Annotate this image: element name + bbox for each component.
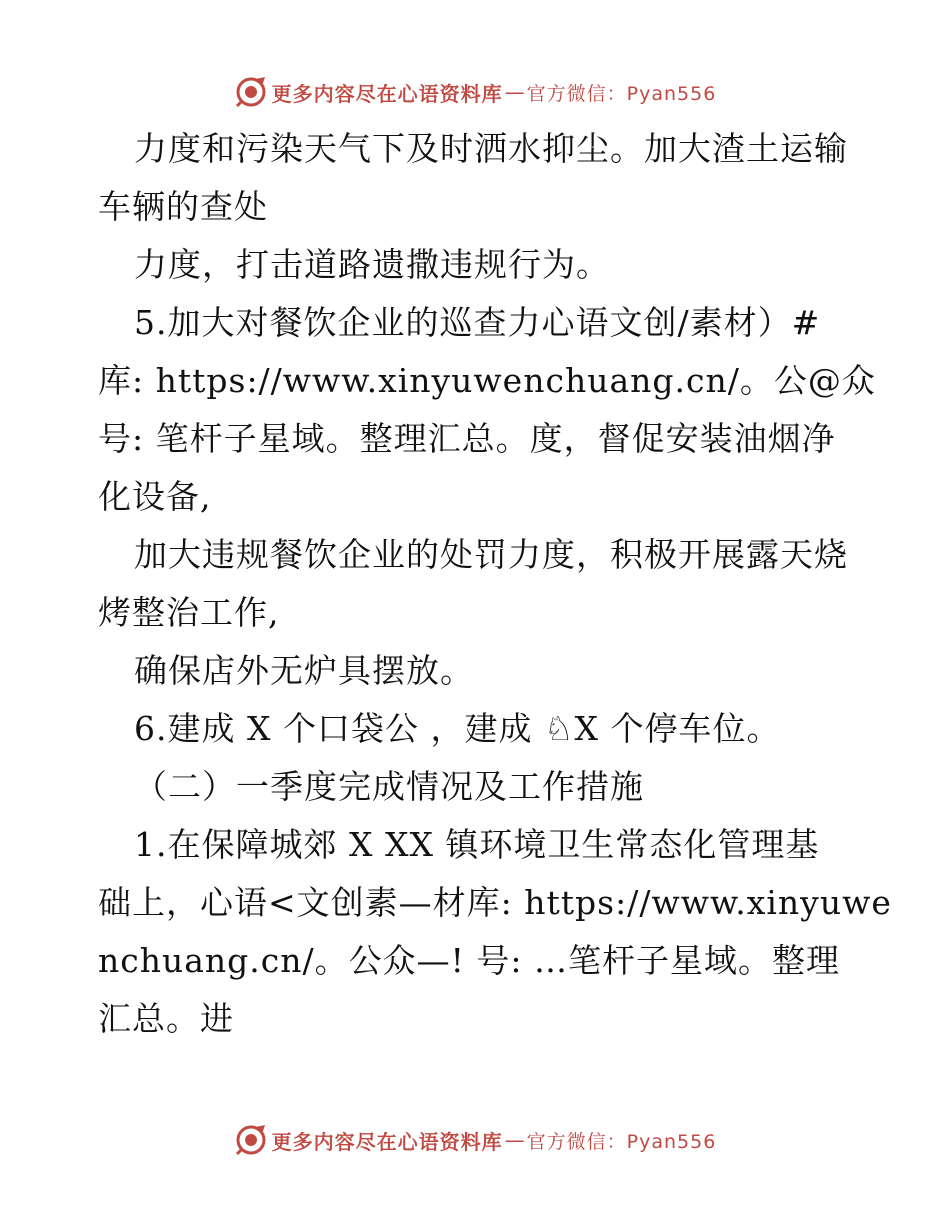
- header-slogan: 更多内容尽在心语资料库: [271, 81, 503, 106]
- text-line: 5.加大对餐饮企业的巡查力心语文创/素材）#: [134, 303, 821, 342]
- brush-logo-icon: [234, 1123, 268, 1157]
- text-line: 确保店外无炉具摆放。: [134, 651, 474, 690]
- footer-wechat: 官方微信：Pyan556: [526, 1130, 717, 1153]
- text-line: 车辆的查处: [98, 187, 268, 226]
- text-line: 汇总。进: [98, 999, 234, 1038]
- text-line: 加大违规餐饮企业的处罚力度，积极开展露天烧: [134, 535, 848, 574]
- text-line: 力度和污染天气下及时洒水抑尘。加大渣土运输: [134, 129, 848, 168]
- header-separator: —: [504, 80, 525, 104]
- brush-logo-icon: [234, 75, 268, 109]
- document-body: [98, 120, 892, 1048]
- footer-separator: —: [504, 1128, 525, 1152]
- text-line: 化设备,: [98, 477, 212, 516]
- header-wechat: 官方微信：Pyan556: [526, 82, 717, 105]
- footer-banner: [0, 1120, 950, 1160]
- text-line: 力度，打击道路遗撒违规行为。: [134, 245, 610, 284]
- text-line: 烤整治工作,: [98, 593, 280, 632]
- text-line: 1.在保障城郊 X XX 镇环境卫生常态化管理基: [134, 825, 820, 864]
- text-line: （二）一季度完成情况及工作措施: [134, 767, 644, 806]
- text-line: 6.建成 X 个口袋公 ，建成 ♘X 个停车位。: [134, 709, 781, 748]
- text-line: nchuang.cn/。公众—! 号: …笔杆子星域。整理: [98, 941, 840, 980]
- header-banner: [0, 72, 950, 112]
- text-line: 号: 笔杆子星域。整理汇总。度，督促安装油烟净: [98, 419, 836, 458]
- text-line: 库: https://www.xinyuwenchuang.cn/。公@众: [98, 361, 876, 400]
- text-line: 础上，心语<文创素—材库: https://www.xinyuwe: [98, 883, 892, 922]
- footer-slogan: 更多内容尽在心语资料库: [271, 1129, 503, 1154]
